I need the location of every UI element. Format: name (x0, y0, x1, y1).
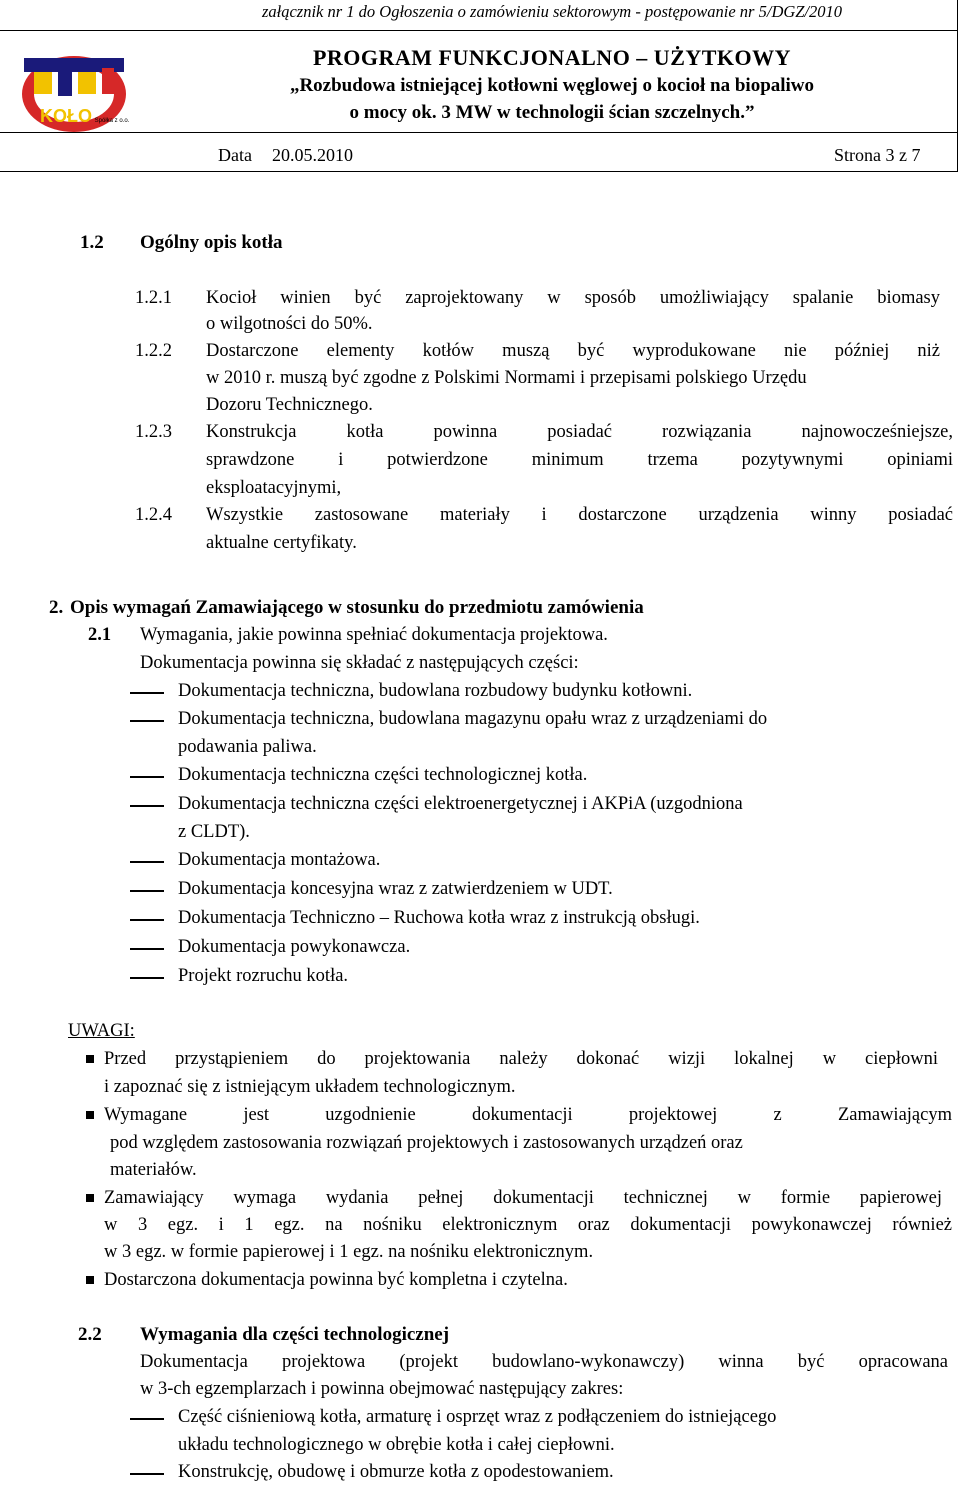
remarks-heading: UWAGI: (68, 1021, 135, 1041)
square-bullet-icon (86, 1276, 94, 1284)
program-subtitle-line-2: o mocy ok. 3 MW w technologii ścian szczelnych.” (349, 102, 755, 123)
list-dash (130, 692, 164, 694)
remark-4: Dostarczona dokumentacja powinna być kompletna i czytelna. (104, 1270, 568, 1290)
remark-2-line-2: pod względem zastosowania rozwiązań projektowych i zastosowanych urządzeń oraz (110, 1133, 743, 1153)
list-dash (130, 720, 164, 722)
list-dash (130, 919, 164, 921)
item-1-2-2-line-3: Dozoru Technicznego. (206, 395, 373, 415)
doc-item-4-line-2: z CLDT). (178, 822, 250, 842)
remark-1-line-2: i zapoznać się z istniejącym układem technologicznym. (104, 1077, 516, 1097)
logo-text: KOŁO (40, 106, 92, 126)
logo-small-text: Spółka z o.o. (94, 118, 130, 124)
list-dash (130, 890, 164, 892)
item-1-2-4-line-2: aktualne certyfikaty. (206, 533, 357, 553)
item-1-2-4-line-1: Wszystkie zastosowane materiały i dostarczone urządzenia winny posiadać (206, 505, 953, 525)
doc-item-5: Dokumentacja montażowa. (178, 850, 381, 870)
list-dash (130, 1418, 164, 1420)
section-2-1-intro: Dokumentacja powinna się składać z następujących części: (140, 653, 579, 673)
header-subtitle: załącznik nr 1 do Ogłoszenia o zamówieniu sektorowym - postępowanie nr 5/DGZ/2010 (261, 2, 843, 21)
list-dash (130, 1473, 164, 1475)
doc-item-8: Dokumentacja powykonawcza. (178, 937, 411, 957)
section-2-2-number: 2.2 (78, 1324, 102, 1345)
section-1-2-number: 1.2 (80, 232, 104, 253)
logo-yellow-block-2 (78, 72, 96, 94)
item-1-2-2-line-2: w 2010 r. muszą być zgodne z Polskimi Normami i przepisami polskiego Urzędu (206, 368, 807, 388)
square-bullet-icon (86, 1194, 94, 1202)
remark-2-line-1: Wymagane jest uzgodnienie dokumentacji projektowej z Zamawiającym (104, 1105, 952, 1125)
item-1-2-3-line-3: eksploatacyjnymi, (206, 478, 342, 498)
remark-1-line-1: Przed przystąpieniem do projektowania należy dokonać wizji lokalnej w ciepłowni (104, 1049, 938, 1069)
page-indicator: Strona 3 z 7 (834, 145, 921, 165)
list-dash (130, 977, 164, 979)
logo-blue-block (58, 68, 72, 96)
section-2-1-heading: Wymagania, jakie powinna spełniać dokumentacja projektowa. (140, 625, 608, 645)
list-dash (130, 776, 164, 778)
tech-item-2: Konstrukcję, obudowę i obmurze kotła z opodestowaniem. (178, 1462, 614, 1482)
section-1-2-heading: Ogólny opis kotła (140, 232, 283, 253)
item-1-2-1-number: 1.2.1 (135, 288, 172, 308)
date-label: Data (218, 145, 252, 165)
section-2-2-heading: Wymagania dla części technologicznej (140, 1324, 450, 1345)
program-subtitle-line-1: „Rozbudowa istniejącej kotłowni węglowej o kocioł na biopaliwo (289, 75, 815, 96)
date-value: 20.05.2010 (272, 145, 353, 165)
doc-item-2-line-2: podawania paliwa. (178, 737, 317, 757)
list-dash (130, 948, 164, 950)
doc-item-3: Dokumentacja techniczna części technologicznej kotła. (178, 765, 588, 785)
program-title: PROGRAM FUNKCJONALNO – UŻYTKOWY (312, 45, 792, 70)
doc-item-1: Dokumentacja techniczna, budowlana rozbudowy budynku kotłowni. (178, 681, 693, 701)
section-2-number: 2. (49, 597, 64, 618)
section-2-2-intro-line-1: Dokumentacja projektowa (projekt budowlano-wykonawczy) winna być opracowana (140, 1352, 948, 1372)
section-2-2-intro-line-2: w 3-ch egzemplarzach i powinna obejmować następujący zakres: (140, 1379, 624, 1399)
doc-item-2-line-1: Dokumentacja techniczna, budowlana magazynu opału wraz z urządzeniami do (178, 709, 768, 729)
square-bullet-icon (86, 1111, 94, 1119)
header-separator (0, 132, 958, 133)
section-2-1-number: 2.1 (88, 625, 112, 645)
logo-yellow-block (34, 72, 52, 94)
list-dash (130, 805, 164, 807)
item-1-2-4-number: 1.2.4 (135, 505, 172, 525)
remark-2-line-3: materiałów. (110, 1160, 197, 1180)
remark-3-line-3: w 3 egz. w formie papierowej i 1 egz. na nośniku elektronicznym. (104, 1242, 594, 1262)
remark-3-line-2: w 3 egz. i 1 egz. na nośniku elektronicznym oraz dokumentacji powykonawczej również (104, 1215, 952, 1235)
item-1-2-1-line-2: o wilgotności do 50%. (206, 314, 373, 334)
company-logo (14, 42, 134, 142)
square-bullet-icon (86, 1055, 94, 1063)
doc-item-9: Projekt rozruchu kotła. (178, 966, 349, 986)
item-1-2-1-line-1: Kocioł winien być zaprojektowany w sposób umożliwiający spalanie biomasy (206, 288, 940, 308)
doc-item-6: Dokumentacja koncesyjna wraz z zatwierdzeniem w UDT. (178, 879, 613, 899)
list-dash (130, 861, 164, 863)
tech-item-1-line-2: układu technologicznego w obrębie kotła i całej ciepłowni. (178, 1435, 615, 1455)
doc-item-4-line-1: Dokumentacja techniczna części elektroenergetycznej i AKPiA (uzgodniona (178, 794, 743, 814)
logo-red-block (102, 68, 114, 94)
remark-3-line-1: Zamawiający wymaga wydania pełnej dokumentacji technicznej w formie papierowej (104, 1188, 942, 1208)
item-1-2-2-line-1: Dostarczone elementy kotłów muszą być wyprodukowane nie później niż (206, 341, 940, 361)
item-1-2-3-line-1: Konstrukcja kotła powinna posiadać rozwiązania najnowocześniejsze, (206, 422, 953, 442)
item-1-2-3-line-2: sprawdzone i potwierdzone minimum trzema pozytywnymi opiniami (206, 450, 953, 470)
item-1-2-2-number: 1.2.2 (135, 341, 172, 361)
section-2-heading: Opis wymagań Zamawiającego w stosunku do przedmiotu zamówienia (70, 597, 644, 618)
tech-item-1-line-1: Część ciśnieniową kotła, armaturę i osprzęt wraz z podłączeniem do istniejącego (178, 1407, 777, 1427)
doc-item-7: Dokumentacja Techniczno – Ruchowa kotła wraz z instrukcją obsługi. (178, 908, 700, 928)
item-1-2-3-number: 1.2.3 (135, 422, 172, 442)
